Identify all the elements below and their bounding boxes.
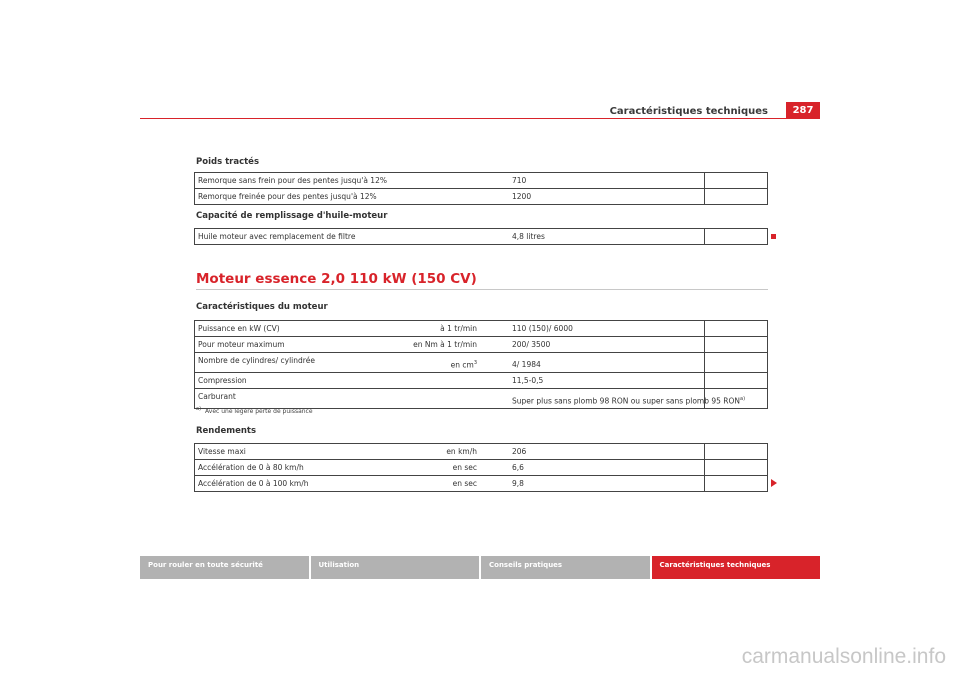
row-unit: en km/h (446, 447, 477, 456)
table-row (195, 373, 767, 389)
section-title: Moteur essence 2,0 110 kW (150 CV) (196, 271, 477, 287)
row-value: 1200 (512, 192, 532, 201)
tab-pour-rouler[interactable]: Pour rouler en toute sécurité (140, 556, 309, 579)
row-unit (451, 360, 477, 370)
row-label: Huile moteur avec remplacement de filtre (198, 232, 356, 241)
row-value: 6,6 (512, 463, 524, 472)
huile-table (194, 228, 768, 245)
row-label: Accélération de 0 à 100 km/h (198, 479, 309, 488)
table-row (195, 476, 767, 491)
continue-arrow-icon (771, 479, 777, 487)
row-label: Remorque freinée pour des pentes jusqu'à 12% (198, 192, 377, 201)
row-label: Puissance en kW (CV) (198, 324, 280, 333)
row-value: 9,8 (512, 479, 524, 488)
page-header-title: Caractéristiques techniques (609, 106, 768, 117)
watermark: carmanualsonline.info (741, 645, 946, 668)
row-value: 4/ 1984 (512, 360, 541, 369)
footnote-marker: a) (196, 406, 202, 412)
moteur-table (194, 320, 768, 409)
table-row (195, 173, 767, 189)
footnote-text: Avec une légère perte de puissance (205, 408, 313, 415)
unit-text: en cm (450, 360, 474, 370)
row-value: 110 (150)/ 6000 (512, 324, 573, 333)
footnote-ref: a) (740, 396, 746, 402)
row-value: 206 (512, 447, 527, 456)
tab-caracteristiques-techniques[interactable]: Caractéristiques techniques (652, 556, 821, 579)
table-row (195, 321, 767, 337)
row-value: 200/ 3500 (512, 340, 551, 349)
header-rule (140, 118, 820, 119)
row-unit: à 1 tr/min (440, 324, 477, 333)
table-row (195, 353, 767, 373)
row-value (512, 396, 745, 406)
table-row (195, 444, 767, 460)
rendements-heading: Rendements (196, 426, 257, 436)
row-label: Pour moteur maximum (198, 340, 285, 349)
row-value: 710 (512, 176, 527, 185)
table-row (195, 189, 767, 204)
row-value: 11,5-0,5 (512, 376, 544, 385)
row-unit: en sec (452, 479, 477, 488)
row-unit: en sec (452, 463, 477, 472)
row-label: Carburant (198, 392, 236, 401)
tab-conseils-pratiques[interactable]: Conseils pratiques (481, 556, 650, 579)
tab-utilisation[interactable]: Utilisation (311, 556, 480, 579)
moteur-heading: Caractéristiques du moteur (196, 302, 328, 312)
poids-heading: Poids tractés (196, 157, 260, 167)
row-label: Remorque sans frein pour des pentes jusqu'à 12% (198, 176, 387, 185)
section-rule (196, 289, 768, 290)
row-label: Nombre de cylindres/ cylindrée (198, 356, 315, 365)
row-label: Compression (198, 376, 247, 385)
unit-superscript: 3 (473, 360, 477, 366)
row-unit: en Nm à 1 tr/min (413, 340, 477, 349)
poids-table (194, 172, 768, 205)
row-label: Vitesse maxi (198, 447, 246, 456)
end-of-section-square-icon (771, 234, 776, 239)
table-row (195, 460, 767, 476)
value-text: Super plus sans plomb 98 RON ou super sans plomb 95 RON (512, 396, 741, 406)
page-number: 287 (786, 102, 820, 119)
footnote (196, 406, 313, 415)
table-row (195, 337, 767, 353)
huile-heading: Capacité de remplissage d'huile-moteur (196, 211, 388, 221)
table-row (195, 229, 767, 244)
row-label: Accélération de 0 à 80 km/h (198, 463, 304, 472)
row-value: 4,8 litres (512, 232, 545, 241)
rendements-table (194, 443, 768, 492)
footer-navigation (140, 556, 820, 579)
